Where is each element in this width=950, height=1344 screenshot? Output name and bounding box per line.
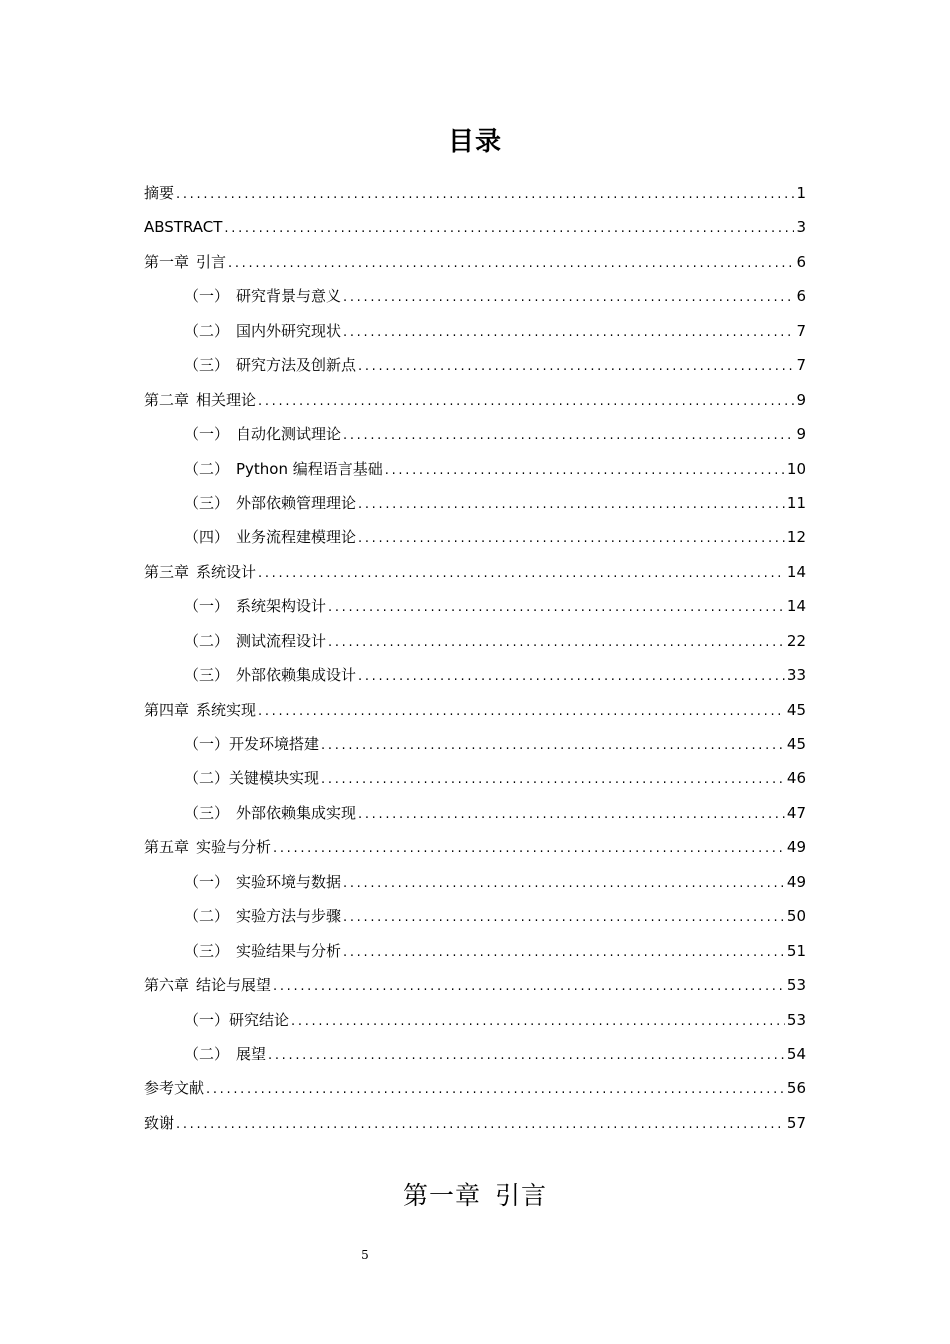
toc-dot-leader	[343, 316, 794, 350]
toc-entry-prefix: （一）	[184, 735, 230, 753]
toc-entry-text: 展望	[236, 1044, 267, 1063]
toc-entry-prefix: （二）	[184, 1044, 230, 1063]
toc-entry-prefix: （一）	[184, 597, 230, 616]
toc-entry[interactable]	[144, 830, 806, 864]
toc-dot-leader	[321, 729, 785, 763]
toc-dot-leader	[328, 626, 785, 660]
toc-dot-leader	[258, 695, 785, 729]
toc-entry[interactable]	[144, 865, 806, 899]
toc-entry[interactable]	[144, 761, 806, 795]
toc-entry[interactable]	[144, 452, 806, 486]
toc-entry[interactable]	[144, 210, 806, 244]
toc-dot-leader	[176, 178, 794, 212]
toc-entry-text: 系统架构设计	[236, 597, 327, 616]
table-of-contents	[144, 176, 806, 1140]
toc-entry-text: 外部依赖集成设计	[236, 666, 357, 685]
toc-entry-text: 关键模块实现	[229, 769, 320, 788]
toc-title: 目录	[447, 127, 502, 157]
toc-entry-text: 实验环境与数据	[236, 872, 342, 891]
toc-entry-prefix: （一）	[184, 872, 230, 891]
toc-entry-text: 结论与展望	[196, 976, 272, 995]
toc-entry[interactable]	[144, 899, 806, 933]
toc-entry-page: 7	[796, 356, 806, 375]
toc-entry-page: 11	[786, 493, 806, 512]
toc-entry-prefix: 第四章	[144, 700, 190, 719]
toc-dot-leader	[273, 832, 785, 866]
toc-entry-prefix: （三）	[184, 666, 230, 685]
toc-entry[interactable]	[144, 1003, 806, 1037]
toc-entry-prefix: （四）	[184, 528, 230, 547]
toc-entry-prefix: （三）	[184, 356, 230, 375]
toc-entry-prefix: （二）	[184, 769, 230, 788]
toc-dot-leader	[321, 763, 785, 797]
toc-entry-page: 22	[786, 631, 806, 650]
toc-entry-page: 45	[786, 735, 806, 753]
toc-dot-leader	[224, 212, 794, 246]
toc-entry[interactable]	[144, 314, 806, 348]
toc-dot-leader	[358, 350, 794, 384]
toc-entry-text: 外部依赖管理理论	[236, 493, 357, 512]
toc-entry-page: 56	[786, 1079, 806, 1098]
toc-entry-page: 53	[786, 1010, 806, 1029]
toc-entry-text: 实验结果与分析	[236, 941, 342, 960]
toc-entry[interactable]	[144, 245, 806, 279]
toc-entry-prefix: （三）	[184, 803, 230, 822]
toc-entry[interactable]	[144, 176, 806, 210]
toc-entry-text: 系统设计	[196, 562, 257, 581]
toc-entry-prefix: 第一章	[144, 252, 190, 271]
toc-entry-page: 6	[796, 287, 806, 306]
toc-entry-page: 3	[796, 218, 806, 237]
toc-entry-prefix: （一）	[184, 287, 230, 306]
chapter-title: 引言	[495, 1181, 548, 1210]
toc-entry-page: 14	[786, 562, 806, 581]
toc-entry[interactable]	[144, 486, 806, 520]
toc-entry[interactable]	[144, 1106, 806, 1140]
toc-entry[interactable]	[144, 589, 806, 623]
toc-entry-page: 53	[786, 976, 806, 995]
toc-entry-text: 外部依赖集成实现	[236, 803, 357, 822]
toc-entry-page: 47	[786, 803, 806, 822]
toc-entry-prefix: 第五章	[144, 838, 190, 857]
toc-dot-leader	[343, 936, 785, 970]
toc-entry-prefix: （二）	[184, 459, 230, 478]
toc-entry-text: 参考文献	[144, 1079, 205, 1098]
toc-entry-prefix: 第二章	[144, 390, 190, 409]
toc-entry[interactable]	[144, 383, 806, 417]
toc-entry-text: 相关理论	[196, 390, 257, 409]
toc-dot-leader	[358, 488, 785, 522]
toc-entry-text: 测试流程设计	[236, 631, 327, 650]
toc-dot-leader	[385, 454, 785, 488]
toc-entry[interactable]	[144, 279, 806, 313]
toc-entry-page: 45	[786, 700, 806, 719]
toc-entry-prefix: （三）	[184, 941, 230, 960]
toc-entry[interactable]	[144, 624, 806, 658]
toc-dot-leader	[258, 557, 785, 591]
toc-entry-page: 9	[796, 425, 806, 444]
toc-dot-leader	[273, 970, 785, 1004]
toc-entry-page: 46	[786, 769, 806, 788]
toc-entry-page: 49	[786, 872, 806, 891]
toc-entry-page: 7	[796, 321, 806, 340]
toc-entry-text: 研究方法及创新点	[236, 356, 357, 375]
chapter-number: 第一章	[402, 1181, 481, 1210]
toc-entry-page: 50	[786, 907, 806, 926]
toc-entry-text: 开发环境搭建	[229, 735, 320, 753]
toc-dot-leader	[343, 901, 785, 935]
toc-entry-text: 研究背景与意义	[236, 287, 342, 306]
toc-dot-leader	[176, 1108, 785, 1142]
toc-entry-prefix: （二）	[184, 907, 230, 926]
toc-dot-leader	[358, 798, 785, 832]
toc-entry-text: ABSTRACT	[144, 218, 223, 237]
toc-dot-leader	[328, 591, 785, 625]
toc-dot-leader	[228, 247, 794, 281]
toc-entry-page: 33	[786, 666, 806, 685]
toc-dot-leader	[258, 385, 794, 419]
toc-entry-prefix: （一）	[184, 1010, 230, 1029]
toc-entry[interactable]	[144, 555, 806, 589]
toc-dot-leader	[358, 660, 785, 694]
toc-dot-leader	[343, 419, 794, 453]
toc-entry-page: 12	[786, 528, 806, 547]
toc-entry[interactable]	[144, 1037, 806, 1071]
toc-entry[interactable]	[144, 658, 806, 692]
toc-entry[interactable]	[144, 417, 806, 451]
toc-entry-page: 1	[796, 184, 806, 202]
toc-entry-page: 51	[786, 941, 806, 960]
toc-entry[interactable]	[144, 520, 806, 554]
toc-entry-text: 国内外研究现状	[236, 321, 342, 340]
toc-entry-page: 14	[786, 597, 806, 616]
toc-entry-text: 业务流程建模理论	[236, 528, 357, 547]
toc-dot-leader	[291, 1005, 785, 1039]
toc-entry[interactable]	[144, 348, 806, 382]
page-number: 5	[361, 1248, 369, 1262]
toc-dot-leader	[343, 867, 785, 901]
toc-entry[interactable]	[144, 796, 806, 830]
toc-entry-text: 摘要	[144, 184, 175, 202]
toc-entry-prefix: 第三章	[144, 562, 190, 581]
toc-entry[interactable]	[144, 968, 806, 1002]
toc-dot-leader	[358, 522, 785, 556]
toc-entry-prefix: （二）	[184, 321, 230, 340]
toc-entry-prefix: （一）	[184, 425, 230, 444]
toc-entry-text: 系统实现	[196, 700, 257, 719]
toc-entry[interactable]	[144, 1071, 806, 1105]
toc-entry-page: 6	[796, 252, 806, 271]
toc-entry-page: 57	[786, 1113, 806, 1132]
toc-entry-page: 49	[786, 838, 806, 857]
toc-entry-text: 实验方法与步骤	[236, 907, 342, 926]
chapter-heading	[0, 1176, 950, 1216]
toc-entry-page: 9	[796, 390, 806, 409]
toc-entry-text: 实验与分析	[196, 838, 272, 857]
toc-dot-leader	[206, 1073, 785, 1107]
toc-entry-text: 自动化测试理论	[236, 425, 342, 444]
toc-entry-page: 10	[786, 459, 806, 478]
toc-entry-prefix: （二）	[184, 631, 230, 650]
toc-entry-text: 引言	[196, 252, 227, 271]
toc-entry-text: 致谢	[144, 1113, 175, 1132]
toc-entry[interactable]	[144, 693, 806, 727]
toc-dot-leader	[268, 1039, 785, 1073]
toc-entry-prefix: 第六章	[144, 976, 190, 995]
toc-dot-leader	[343, 281, 794, 315]
toc-entry-text: 研究结论	[229, 1010, 290, 1029]
toc-entry-prefix: （三）	[184, 493, 230, 512]
toc-entry[interactable]	[144, 727, 806, 761]
toc-entry-page: 54	[786, 1044, 806, 1063]
toc-entry[interactable]	[144, 934, 806, 968]
toc-entry-text: Python 编程语言基础	[236, 459, 383, 478]
